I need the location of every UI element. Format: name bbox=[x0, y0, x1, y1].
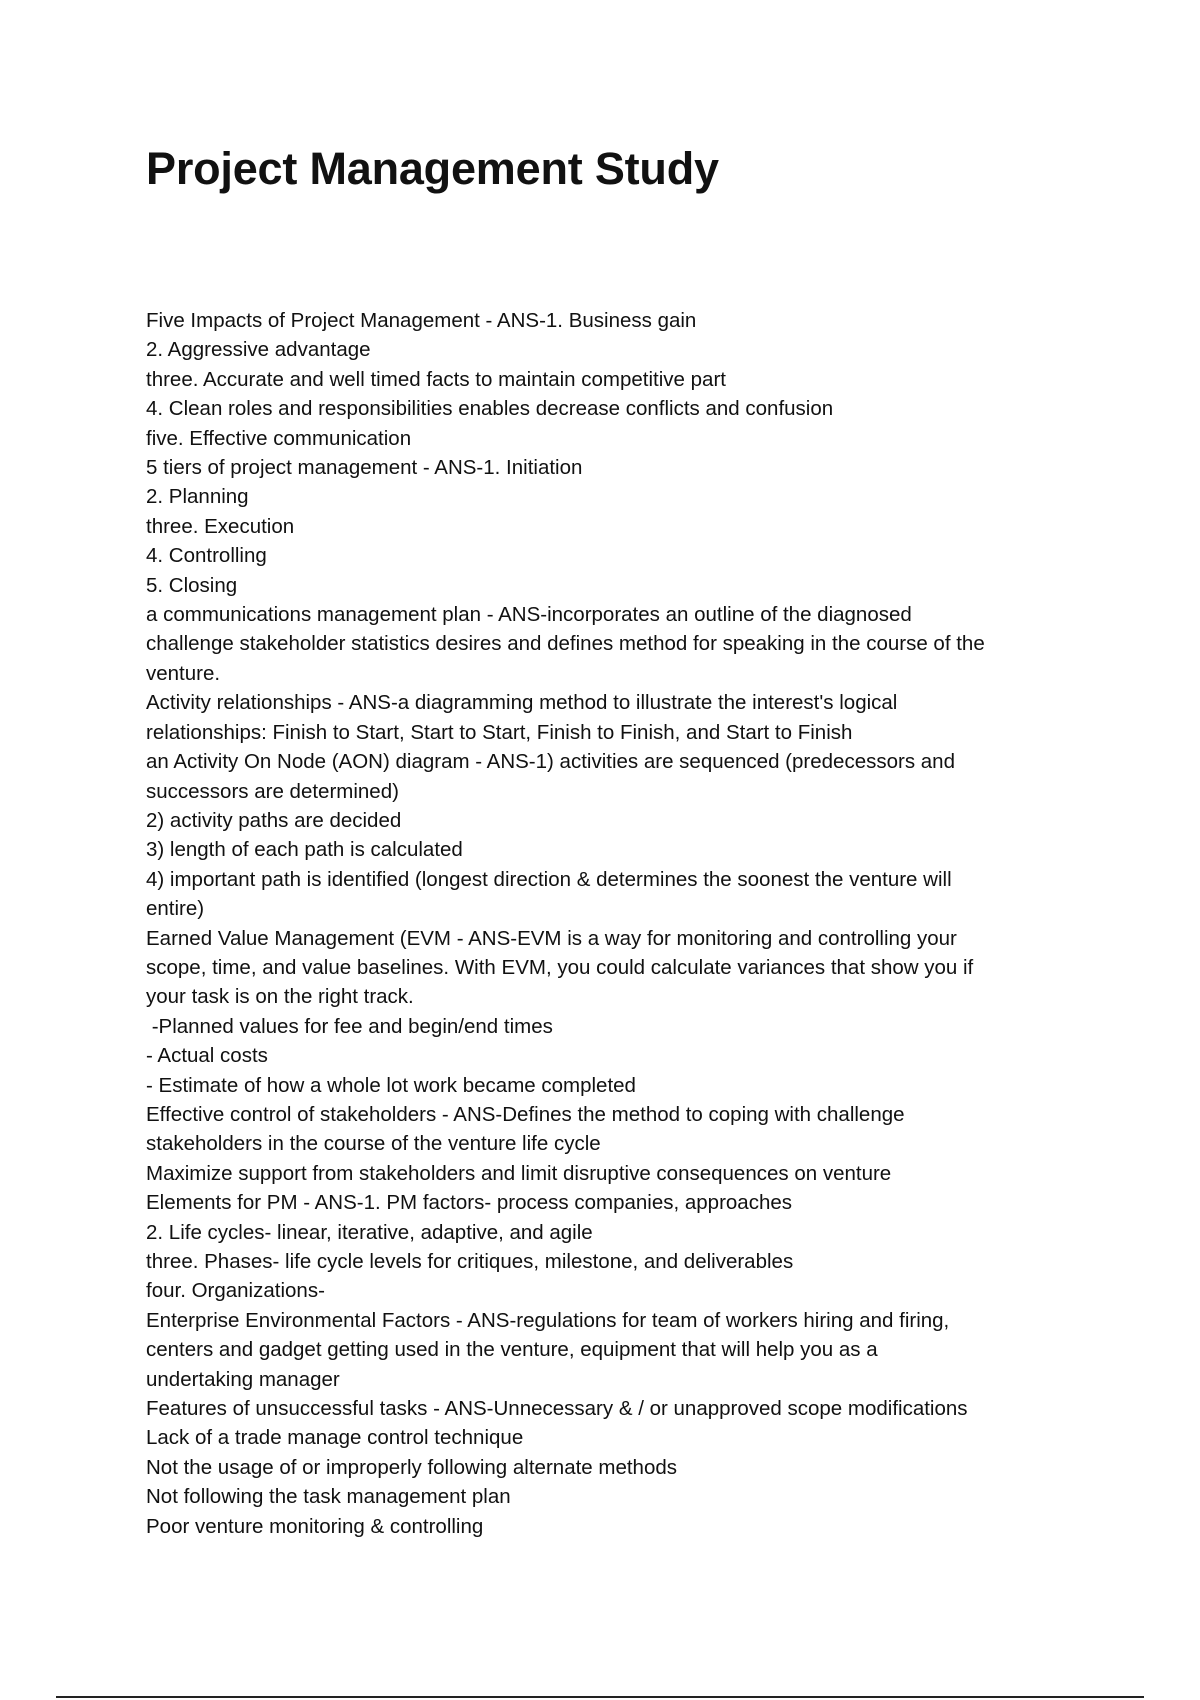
text-line: 4) important path is identified (longest direction & determines the soonest the venture will bbox=[146, 867, 952, 891]
text-line: Five Impacts of Project Management - ANS-1. Business gain bbox=[146, 309, 697, 332]
text-line: successors are determined) bbox=[146, 779, 399, 803]
text-line: 2) activity paths are decided bbox=[146, 808, 402, 832]
text-line: 2. Life cycles- linear, iterative, adaptive, and agile bbox=[146, 1220, 593, 1244]
text-line: challenge stakeholder statistics desires and defines method for speaking in the course of the bbox=[146, 632, 985, 656]
text-line: your task is on the right track. bbox=[146, 985, 414, 1009]
text-line: relationships: Finish to Start, Start to Start, Finish to Finish, and Start to Finish bbox=[146, 720, 853, 744]
text-line: Activity relationships - ANS-a diagramming method to illustrate the interest's logical bbox=[146, 691, 898, 715]
document-body bbox=[146, 306, 1086, 1541]
text-line: centers and gadget getting used in the venture, equipment that will help you as a bbox=[146, 1338, 878, 1362]
text-line: Features of unsuccessful tasks - ANS-Unnecessary & / or unapproved scope modifications bbox=[146, 1397, 968, 1421]
text-line: -Planned values for fee and begin/end times bbox=[146, 1014, 553, 1038]
text-line: three. Accurate and well timed facts to maintain competitive part bbox=[146, 367, 726, 391]
text-line: Earned Value Management (EVM - ANS-EVM is a way for monitoring and controlling your bbox=[146, 926, 957, 950]
text-line: Effective control of stakeholders - ANS-Defines the method to coping with challenge bbox=[146, 1102, 905, 1126]
text-line: Enterprise Environmental Factors - ANS-regulations for team of workers hiring and firing, bbox=[146, 1308, 950, 1332]
text-line: Not the usage of or improperly following alternate methods bbox=[146, 1455, 678, 1479]
text-line: 4. Clean roles and responsibilities enables decrease conflicts and confusion bbox=[146, 397, 834, 421]
text-line: Lack of a trade manage control technique bbox=[146, 1426, 524, 1450]
text-line: - Actual costs bbox=[146, 1044, 268, 1068]
text-line: Elements for PM - ANS-1. PM factors- process companies, approaches bbox=[146, 1191, 793, 1215]
text-line: 5. Closing bbox=[146, 573, 238, 597]
text-line: - Estimate of how a whole lot work became completed bbox=[146, 1073, 636, 1097]
text-line: a communications management plan - ANS-incorporates an outline of the diagnosed bbox=[146, 603, 912, 627]
text-line: three. Phases- life cycle levels for critiques, milestone, and deliverables bbox=[146, 1250, 794, 1273]
text-line: 3) length of each path is calculated bbox=[146, 838, 463, 862]
text-line: scope, time, and value baselines. With EVM, you could calculate variances that show you if bbox=[146, 955, 974, 979]
text-line: three. Execution bbox=[146, 514, 295, 538]
text-line: 5 tiers of project management - ANS-1. Initiation bbox=[146, 456, 583, 480]
text-line: 2. Planning bbox=[146, 485, 249, 509]
text-line: Not following the task management plan bbox=[146, 1485, 511, 1509]
text-line: 4. Controlling bbox=[146, 544, 267, 568]
text-line: four. Organizations- bbox=[146, 1279, 325, 1303]
text-line: five. Effective communication bbox=[146, 426, 412, 450]
text-line: venture. bbox=[146, 661, 221, 685]
page-title: Project Management Study bbox=[146, 143, 719, 194]
text-line: stakeholders in the course of the venture life cycle bbox=[146, 1132, 601, 1156]
text-line: an Activity On Node (AON) diagram - ANS-1) activities are sequenced (predecessors and bbox=[146, 750, 955, 774]
text-line: 2. Aggressive advantage bbox=[146, 338, 371, 362]
text-line: entire) bbox=[146, 897, 205, 921]
footer-divider bbox=[56, 1696, 1144, 1698]
text-line: Maximize support from stakeholders and limit disruptive consequences on venture bbox=[146, 1161, 892, 1185]
text-line: undertaking manager bbox=[146, 1367, 340, 1391]
text-line: Poor venture monitoring & controlling bbox=[146, 1514, 484, 1538]
